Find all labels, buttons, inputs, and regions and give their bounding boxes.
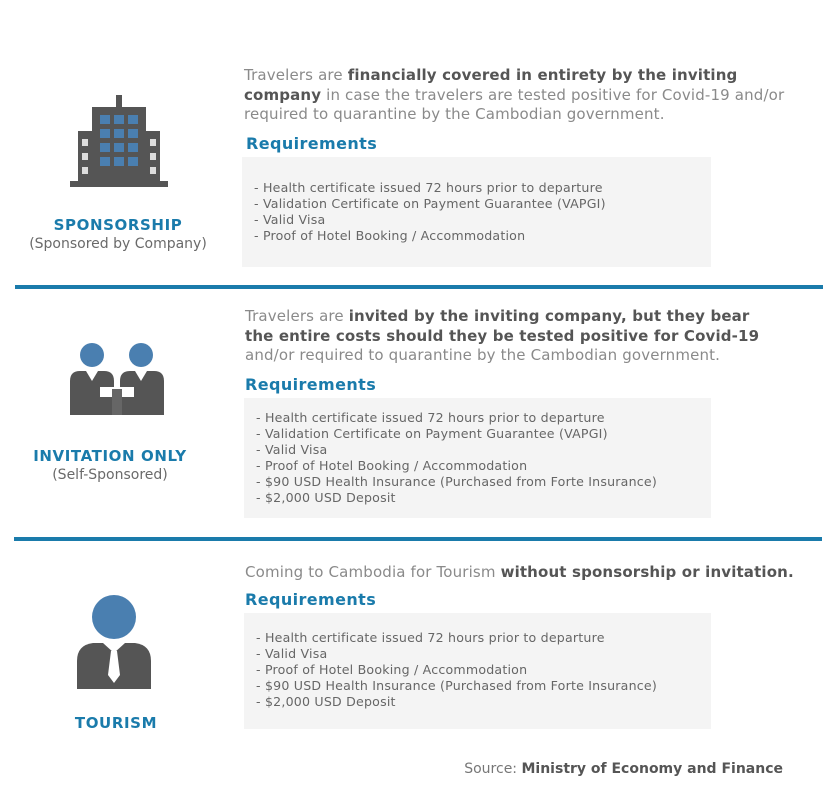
desc-bold-text: without sponsorship or invitation.	[500, 563, 794, 581]
requirement-item: - Health certificate issued 72 hours prior to departure	[256, 410, 699, 426]
source-credit	[464, 761, 783, 777]
category-name: TOURISM	[74, 714, 158, 732]
category-subtitle: (Self-Sponsored)	[52, 467, 168, 483]
requirements-title: Requirements	[246, 134, 378, 153]
requirements-list	[256, 630, 699, 710]
category-subtitle: (Sponsored by Company)	[29, 236, 207, 252]
requirements-list	[256, 410, 699, 506]
desc-bold-text: invited by the inviting company, but they bear the entire costs should they be tested positive for Covid-19	[245, 307, 760, 345]
category-name: SPONSORSHIP	[53, 216, 183, 234]
requirement-item: - $90 USD Health Insurance (Purchased from Forte Insurance)	[256, 474, 699, 490]
office-building-icon	[70, 95, 168, 189]
requirement-item: - Validation Certificate on Payment Guarantee (VAPGI)	[254, 196, 699, 212]
desc-text: Travelers are	[245, 307, 349, 325]
desc-text: and/or required to quarantine by the Cambodian government.	[245, 346, 721, 364]
requirements-title: Requirements	[245, 590, 377, 609]
desc-text: in case the travelers are tested positive for Covid-19 and/or required to quarantine by the Cambodian government.	[244, 85, 785, 123]
requirements-list	[254, 180, 699, 244]
requirement-item: - Health certificate issued 72 hours prior to departure	[256, 630, 699, 646]
desc-text: Coming to Cambodia for Tourism	[245, 563, 501, 581]
tourist-person-icon	[75, 595, 153, 691]
source-name: Ministry of Economy and Finance	[521, 761, 783, 777]
desc-text: Travelers are	[244, 66, 348, 84]
requirement-item: - $2,000 USD Deposit	[256, 490, 699, 506]
requirements-box	[244, 398, 711, 518]
category-description	[245, 307, 775, 366]
requirement-item: - Valid Visa	[256, 442, 699, 458]
requirement-item: - Proof of Hotel Booking / Accommodation	[256, 662, 699, 678]
requirements-title: Requirements	[245, 375, 377, 394]
requirements-box	[242, 157, 711, 267]
two-business-people-icon	[68, 341, 166, 417]
requirement-item: - $90 USD Health Insurance (Purchased from Forte Insurance)	[256, 678, 699, 694]
requirement-item: - $2,000 USD Deposit	[256, 694, 699, 710]
sponsorship-section	[0, 0, 838, 285]
source-label: Source:	[464, 761, 522, 777]
requirement-item: - Valid Visa	[256, 646, 699, 662]
requirement-item: - Valid Visa	[254, 212, 699, 228]
category-description	[244, 66, 804, 125]
requirement-item: - Health certificate issued 72 hours prior to departure	[254, 180, 699, 196]
requirements-box	[244, 613, 711, 729]
desc-bold-text: financially covered in entirety by the inviting company	[244, 66, 738, 104]
invitation-only-section	[0, 289, 838, 537]
category-description	[245, 563, 815, 583]
requirement-item: - Proof of Hotel Booking / Accommodation	[256, 458, 699, 474]
requirement-item: - Validation Certificate on Payment Guarantee (VAPGI)	[256, 426, 699, 442]
requirement-item: - Proof of Hotel Booking / Accommodation	[254, 228, 699, 244]
tourism-section	[0, 541, 838, 746]
category-name: INVITATION ONLY	[33, 447, 187, 465]
